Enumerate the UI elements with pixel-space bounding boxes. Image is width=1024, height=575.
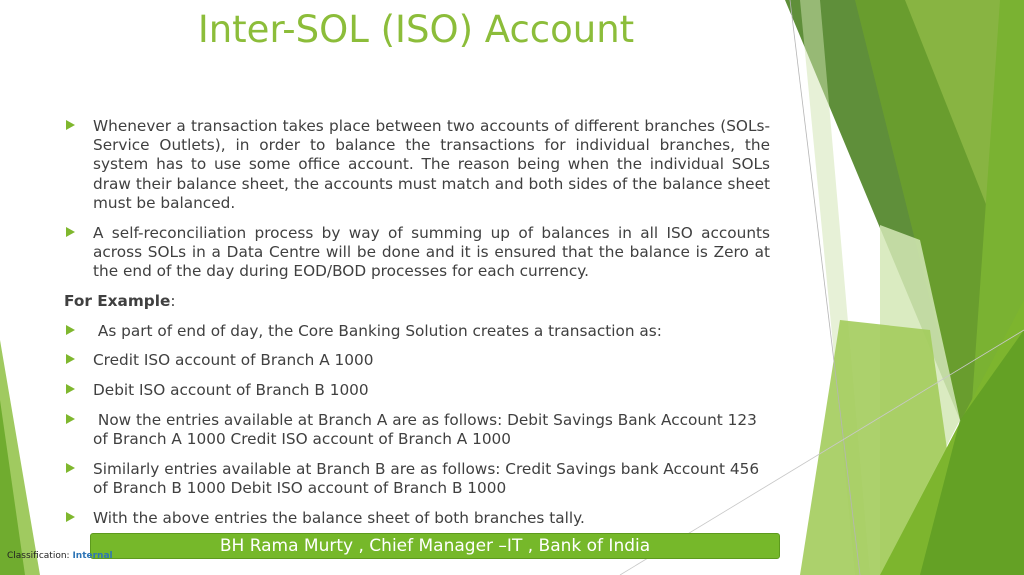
example-heading (64, 292, 770, 311)
example-colon: : (170, 291, 176, 310)
bullet-text: As part of end of day, the Core Banking Solution creates a transaction as: (93, 321, 662, 340)
bullet-text: Similarly entries available at Branch B are as follows: Credit Savings bank Account 456 of Branch B 1000 Debit ISO account of Branch B 1000 (93, 460, 760, 498)
bullet-text: A self-reconciliation process by way of summing up of balances in all ISO accounts across SOLs in a Data Centre will be done and it is ensured that the balance is Zero at the end of the day during EOD/BOD processes for each currency. (93, 223, 770, 281)
bullet-item (64, 322, 770, 341)
footer-banner (90, 533, 780, 559)
bullet-item (64, 351, 770, 370)
bullet-text: Now the entries available at Branch A are as follows: Debit Savings Bank Account 123 of Branch A 1000 Credit ISO account of Branch A 1000 (93, 411, 762, 449)
bullet-text: With the above entries the balance sheet of both branches tally. (93, 509, 585, 527)
bullet-arrow-icon (66, 414, 75, 424)
footer-text: BH Rama Murty , Chief Manager –IT , Bank of India (219, 536, 651, 556)
slide-title: Inter-SOL (ISO) Account (197, 8, 635, 51)
slide-body (64, 117, 770, 539)
bullet-arrow-icon (66, 325, 75, 335)
bullet-arrow-icon (66, 120, 75, 130)
bullet-item (64, 411, 770, 449)
bullet-item (64, 381, 770, 400)
classification-label: Classification: (7, 551, 73, 561)
bullet-item (64, 460, 770, 498)
bullet-arrow-icon (66, 227, 75, 237)
bullet-text: Credit ISO account of Branch A 1000 (93, 351, 374, 370)
bullet-arrow-icon (66, 354, 75, 364)
bullet-item (64, 117, 770, 213)
bullet-item (64, 509, 770, 528)
bullet-text: Debit ISO account of Branch B 1000 (93, 381, 369, 400)
bullet-text: Whenever a transaction takes place between two accounts of different branches (SOLs-Service Outlets), in order to balance the transactions for individual branches, the system has to use some office account. The reason being when the individual SOLs draw their balance sheet, the accounts must match and both sides of the balance sheet must be balanced. (93, 117, 770, 212)
classification-value: Internal (72, 551, 113, 561)
bullet-item (64, 224, 770, 282)
bullet-arrow-icon (66, 512, 75, 522)
bullet-arrow-icon (66, 384, 75, 394)
classification-note (7, 551, 113, 561)
bullet-arrow-icon (66, 463, 75, 473)
example-label: For Example (64, 291, 171, 310)
